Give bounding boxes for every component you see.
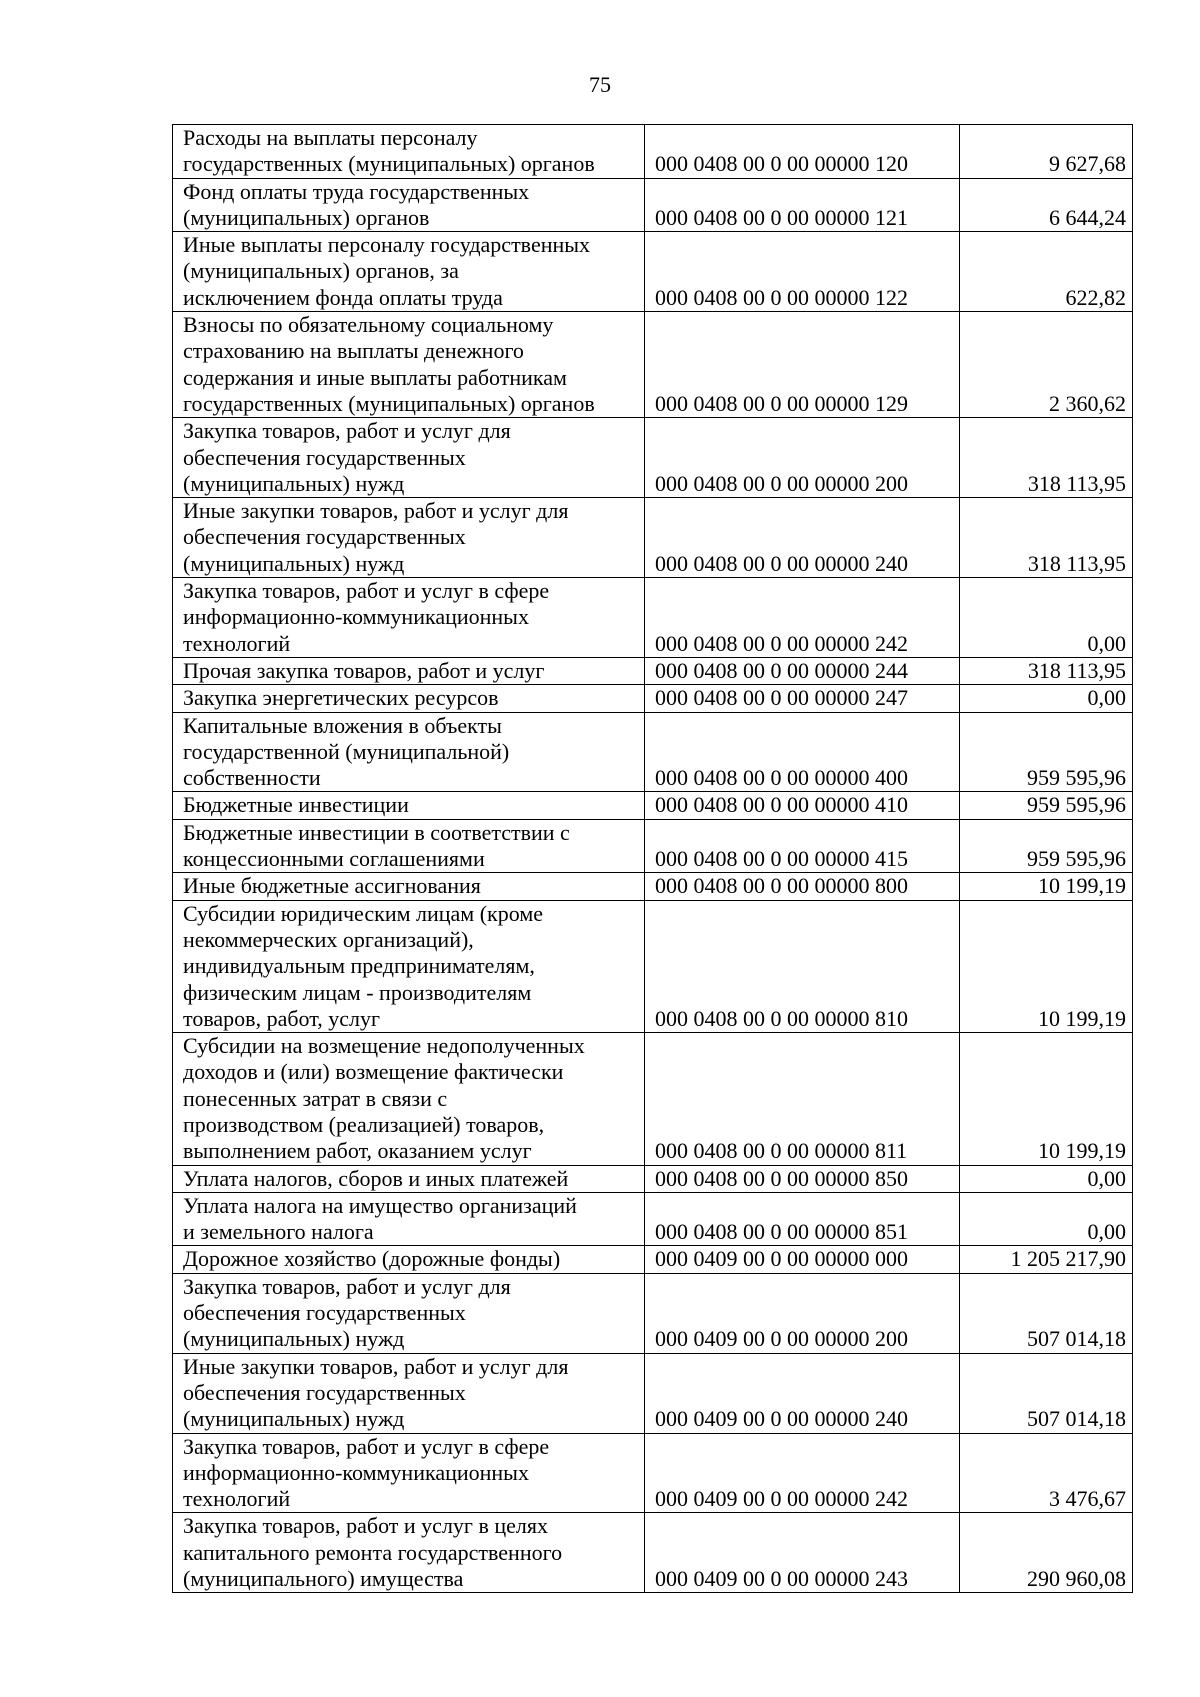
amount-cell: 2 360,62: [960, 312, 1133, 418]
amount-cell: 507 014,18: [960, 1353, 1133, 1433]
budget-code-cell: 000 0409 00 0 00 00000 200: [645, 1273, 960, 1353]
expense-name-cell: Расходы на выплаты персоналу государственных (муниципальных) органов: [173, 125, 645, 179]
expense-name-cell: Прочая закупка товаров, работ и услуг: [173, 657, 645, 684]
table-row: [173, 498, 1133, 578]
budget-code-cell: 000 0408 00 0 00 00000 129: [645, 312, 960, 418]
amount-cell: 318 113,95: [960, 498, 1133, 578]
expense-name-cell: Иные выплаты персоналу государственных (муниципальных) органов, за исключением фонда оплаты труда: [173, 232, 645, 312]
amount-cell: 507 014,18: [960, 1273, 1133, 1353]
amount-cell: 318 113,95: [960, 418, 1133, 498]
budget-code-cell: 000 0408 00 0 00 00000 247: [645, 685, 960, 712]
expense-name-cell: Иные закупки товаров, работ и услуг для обеспечения государственных (муниципальных) нужд: [173, 498, 645, 578]
table-row: [173, 712, 1133, 792]
table-row: [173, 1246, 1133, 1273]
table-row: [173, 312, 1133, 418]
table-row: [173, 1513, 1133, 1593]
budget-table: [172, 124, 1133, 1593]
expense-name-cell: Фонд оплаты труда государственных (муниципальных) органов: [173, 178, 645, 232]
budget-code-cell: 000 0408 00 0 00 00000 415: [645, 819, 960, 873]
amount-cell: 0,00: [960, 1192, 1133, 1246]
table-row: [173, 1192, 1133, 1246]
amount-cell: 6 644,24: [960, 178, 1133, 232]
expense-name-cell: Бюджетные инвестиции в соответствии с концессионными соглашениями: [173, 819, 645, 873]
budget-code-cell: 000 0409 00 0 00 00000 240: [645, 1353, 960, 1433]
table-row: [173, 125, 1133, 179]
expense-name-cell: Закупка товаров, работ и услуг в сфере информационно-коммуникационных технологий: [173, 1433, 645, 1513]
amount-cell: 1 205 217,90: [960, 1246, 1133, 1273]
table-row: [173, 418, 1133, 498]
budget-code-cell: 000 0408 00 0 00 00000 400: [645, 712, 960, 792]
amount-cell: 0,00: [960, 578, 1133, 658]
expense-name-cell: Капитальные вложения в объекты государственной (муниципальной) собственности: [173, 712, 645, 792]
table-row: [173, 1165, 1133, 1192]
expense-name-cell: Закупка энергетических ресурсов: [173, 685, 645, 712]
expense-name-cell: Закупка товаров, работ и услуг в целях капитального ремонта государственного (муниципального) имущества: [173, 1513, 645, 1593]
table-row: [173, 1273, 1133, 1353]
expense-name-cell: Взносы по обязательному социальному страхованию на выплаты денежного содержания и иные выплаты работникам государственных (муниципальных) органов: [173, 312, 645, 418]
budget-code-cell: 000 0409 00 0 00 00000 000: [645, 1246, 960, 1273]
budget-table-body: [173, 125, 1133, 1593]
table-row: [173, 1033, 1133, 1165]
table-row: [173, 578, 1133, 658]
amount-cell: 9 627,68: [960, 125, 1133, 179]
expense-name-cell: Закупка товаров, работ и услуг в сфере информационно-коммуникационных технологий: [173, 578, 645, 658]
table-row: [173, 873, 1133, 900]
budget-code-cell: 000 0408 00 0 00 00000 120: [645, 125, 960, 179]
table-row: [173, 178, 1133, 232]
budget-code-cell: 000 0408 00 0 00 00000 121: [645, 178, 960, 232]
page-number: 75: [589, 72, 611, 97]
amount-cell: 0,00: [960, 1165, 1133, 1192]
table-row: [173, 1433, 1133, 1513]
budget-code-cell: 000 0408 00 0 00 00000 850: [645, 1165, 960, 1192]
amount-cell: 3 476,67: [960, 1433, 1133, 1513]
table-row: [173, 819, 1133, 873]
table-row: [173, 657, 1133, 684]
budget-code-cell: 000 0408 00 0 00 00000 242: [645, 578, 960, 658]
expense-name-cell: Иные закупки товаров, работ и услуг для обеспечения государственных (муниципальных) нужд: [173, 1353, 645, 1433]
table-row: [173, 900, 1133, 1032]
amount-cell: 10 199,19: [960, 1033, 1133, 1165]
budget-code-cell: 000 0408 00 0 00 00000 122: [645, 232, 960, 312]
expense-name-cell: Уплата налога на имущество организаций и земельного налога: [173, 1192, 645, 1246]
budget-code-cell: 000 0409 00 0 00 00000 242: [645, 1433, 960, 1513]
budget-code-cell: 000 0409 00 0 00 00000 243: [645, 1513, 960, 1593]
expense-name-cell: Закупка товаров, работ и услуг для обеспечения государственных (муниципальных) нужд: [173, 418, 645, 498]
expense-name-cell: Иные бюджетные ассигнования: [173, 873, 645, 900]
table-row: [173, 685, 1133, 712]
budget-code-cell: 000 0408 00 0 00 00000 200: [645, 418, 960, 498]
expense-name-cell: Субсидии юридическим лицам (кроме некоммерческих организаций), индивидуальным предпринимателям, физическим лицам - производителям товаров, работ, услуг: [173, 900, 645, 1032]
expense-name-cell: Субсидии на возмещение недополученных доходов и (или) возмещение фактически понесенных затрат в связи с производством (реализацией) товаров, выполнением работ, оказанием услуг: [173, 1033, 645, 1165]
budget-code-cell: 000 0408 00 0 00 00000 410: [645, 792, 960, 819]
budget-code-cell: 000 0408 00 0 00 00000 244: [645, 657, 960, 684]
amount-cell: 10 199,19: [960, 900, 1133, 1032]
expense-name-cell: Бюджетные инвестиции: [173, 792, 645, 819]
amount-cell: 0,00: [960, 685, 1133, 712]
expense-name-cell: Уплата налогов, сборов и иных платежей: [173, 1165, 645, 1192]
amount-cell: 959 595,96: [960, 792, 1133, 819]
budget-code-cell: 000 0408 00 0 00 00000 851: [645, 1192, 960, 1246]
table-row: [173, 1353, 1133, 1433]
amount-cell: 318 113,95: [960, 657, 1133, 684]
table-row: [173, 792, 1133, 819]
budget-code-cell: 000 0408 00 0 00 00000 810: [645, 900, 960, 1032]
expense-name-cell: Дорожное хозяйство (дорожные фонды): [173, 1246, 645, 1273]
amount-cell: 959 595,96: [960, 712, 1133, 792]
amount-cell: 959 595,96: [960, 819, 1133, 873]
amount-cell: 290 960,08: [960, 1513, 1133, 1593]
expense-name-cell: Закупка товаров, работ и услуг для обеспечения государственных (муниципальных) нужд: [173, 1273, 645, 1353]
amount-cell: 10 199,19: [960, 873, 1133, 900]
budget-code-cell: 000 0408 00 0 00 00000 800: [645, 873, 960, 900]
budget-code-cell: 000 0408 00 0 00 00000 811: [645, 1033, 960, 1165]
budget-code-cell: 000 0408 00 0 00 00000 240: [645, 498, 960, 578]
amount-cell: 622,82: [960, 232, 1133, 312]
table-row: [173, 232, 1133, 312]
